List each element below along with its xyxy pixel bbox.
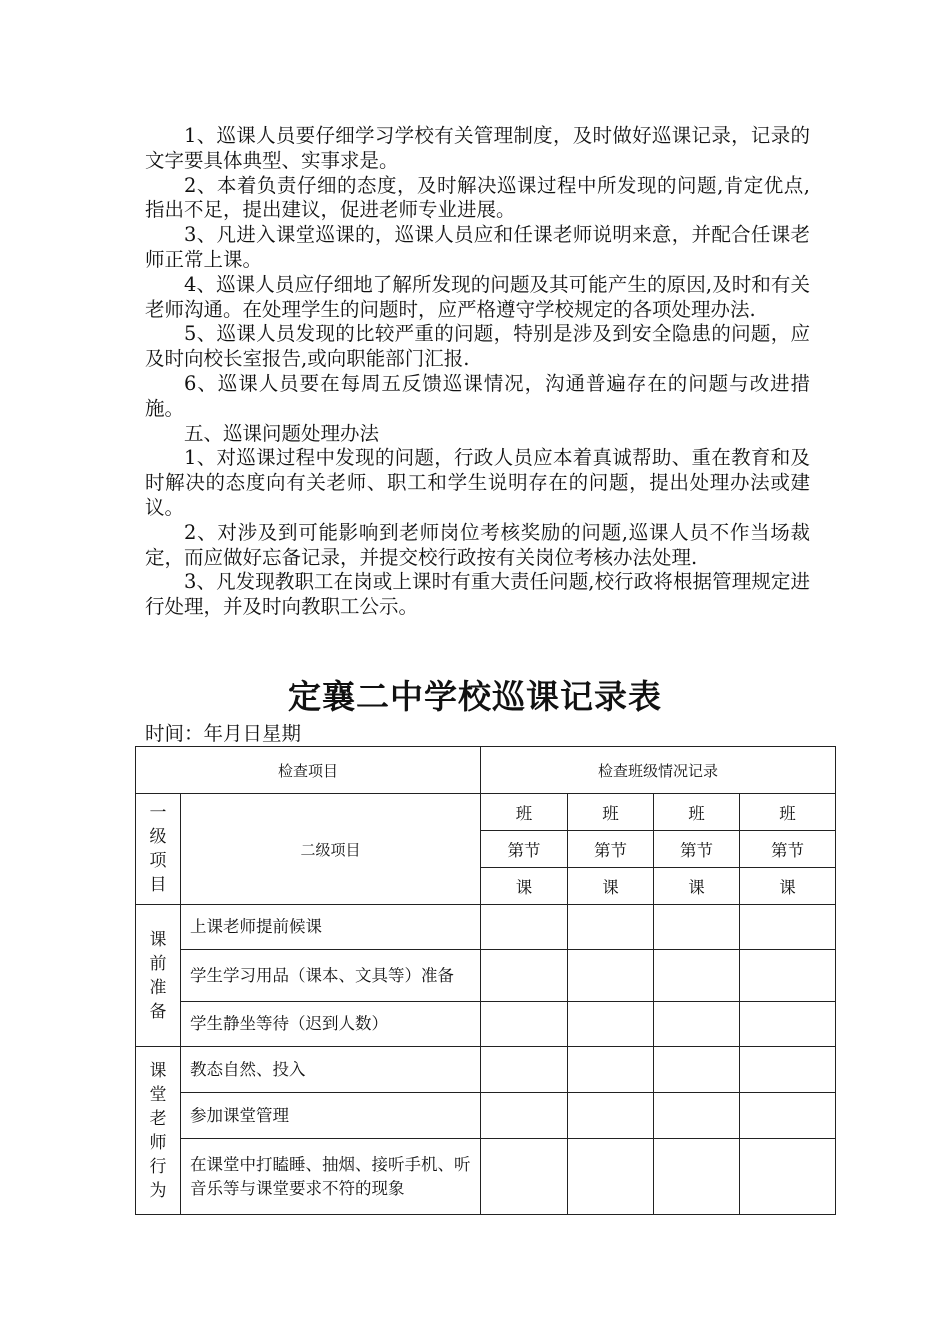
class-cell: 班: [740, 794, 836, 831]
item-teaching-manner: 教态自然、投入: [181, 1047, 481, 1093]
record-cell[interactable]: [740, 1002, 836, 1047]
table-title: 定襄二中学校巡课记录表: [288, 677, 662, 716]
record-cell[interactable]: [568, 1093, 654, 1139]
record-cell[interactable]: [568, 950, 654, 1002]
record-cell[interactable]: [654, 1093, 740, 1139]
record-cell[interactable]: [740, 950, 836, 1002]
period-cell: 第节: [481, 831, 568, 868]
header-class-record: 检查班级情况记录: [481, 747, 836, 794]
paragraph-4: 4、巡课人员应仔细地了解所发现的问题及其可能产生的原因,及时和有关老师沟通。在处理学生的问题时，应严格遵守学校规定的各项处理办法.: [145, 272, 810, 321]
record-cell[interactable]: [481, 905, 568, 950]
level1-item-label: 一 级 项 目: [136, 794, 181, 905]
item-students-waiting: 学生静坐等待（迟到人数）: [181, 1002, 481, 1047]
class-cell: 班: [654, 794, 740, 831]
record-cell[interactable]: [654, 1139, 740, 1215]
record-cell[interactable]: [568, 1047, 654, 1093]
item-student-supplies: 学生学习用品（课本、文具等）准备: [181, 950, 481, 1002]
item-class-management: 参加课堂管理: [181, 1093, 481, 1139]
record-cell[interactable]: [654, 905, 740, 950]
group-label-teacher-behavior: 课 堂 老 师 行 为: [136, 1047, 181, 1215]
record-cell[interactable]: [481, 1047, 568, 1093]
period-cell: 第节: [740, 831, 836, 868]
lesson-cell: 课: [568, 868, 654, 905]
document-body: [145, 124, 810, 620]
class-cell: 班: [481, 794, 568, 831]
paragraph-9: 3、凡发现教职工在岗或上课时有重大责任问题,校行政将根据管理规定进行处理，并及时向教职工公示。: [145, 570, 810, 619]
time-line: 时间：年月日星期: [145, 722, 302, 745]
lesson-cell: 课: [481, 868, 568, 905]
header-check-items: 检查项目: [136, 747, 481, 794]
record-cell[interactable]: [654, 950, 740, 1002]
paragraph-7: 1、对巡课过程中发现的问题，行政人员应本着真诚帮助、重在教育和及时解决的态度向有关老师、职工和学生说明存在的问题，提出处理办法或建议。: [145, 446, 810, 519]
record-cell[interactable]: [654, 1002, 740, 1047]
item-teacher-early: 上课老师提前候课: [181, 905, 481, 950]
class-cell: 班: [568, 794, 654, 831]
paragraph-2: 2、本着负责仔细的态度，及时解决巡课过程中所发现的问题,肯定优点,指出不足，提出建议，促进老师专业进展。: [145, 173, 810, 222]
record-cell[interactable]: [568, 1139, 654, 1215]
inspection-record-table: [135, 746, 836, 1215]
record-cell[interactable]: [740, 1139, 836, 1215]
group-label-pre-class: 课 前 准 备: [136, 905, 181, 1047]
record-cell[interactable]: [740, 1047, 836, 1093]
item-improper-behavior: 在课堂中打瞌睡、抽烟、接听手机、听音乐等与课堂要求不符的现象: [181, 1139, 481, 1215]
record-cell[interactable]: [740, 905, 836, 950]
level2-item-label: 二级项目: [181, 794, 481, 905]
lesson-cell: 课: [654, 868, 740, 905]
record-cell[interactable]: [568, 905, 654, 950]
section-heading: 五、巡课问题处理办法: [184, 421, 380, 445]
period-cell: 第节: [568, 831, 654, 868]
paragraph-3: 3、凡进入课堂巡课的，巡课人员应和任课老师说明来意，并配合任课老师正常上课。: [145, 223, 810, 271]
paragraph-8: 2、对涉及到可能影响到老师岗位考核奖励的问题,巡课人员不作当场裁定，而应做好忘备记录，并提交校行政按有关岗位考核办法处理.: [145, 520, 810, 569]
lesson-cell: 课: [740, 868, 836, 905]
paragraph-1: 1、巡课人员要仔细学习学校有关管理制度，及时做好巡课记录，记录的文字要具体典型、实事求是。: [145, 124, 810, 172]
record-cell[interactable]: [654, 1047, 740, 1093]
record-cell[interactable]: [740, 1093, 836, 1139]
period-cell: 第节: [654, 831, 740, 868]
record-cell[interactable]: [481, 1002, 568, 1047]
paragraph-6: 6、巡课人员要在每周五反馈巡课情况，沟通普遍存在的问题与改进措施。: [145, 371, 810, 420]
record-cell[interactable]: [481, 950, 568, 1002]
record-cell[interactable]: [481, 1139, 568, 1215]
record-cell[interactable]: [568, 1002, 654, 1047]
paragraph-5: 5、巡课人员发现的比较严重的问题，特别是涉及到安全隐患的问题，应及时向校长室报告,或向职能部门汇报.: [145, 322, 810, 371]
record-cell[interactable]: [481, 1093, 568, 1139]
